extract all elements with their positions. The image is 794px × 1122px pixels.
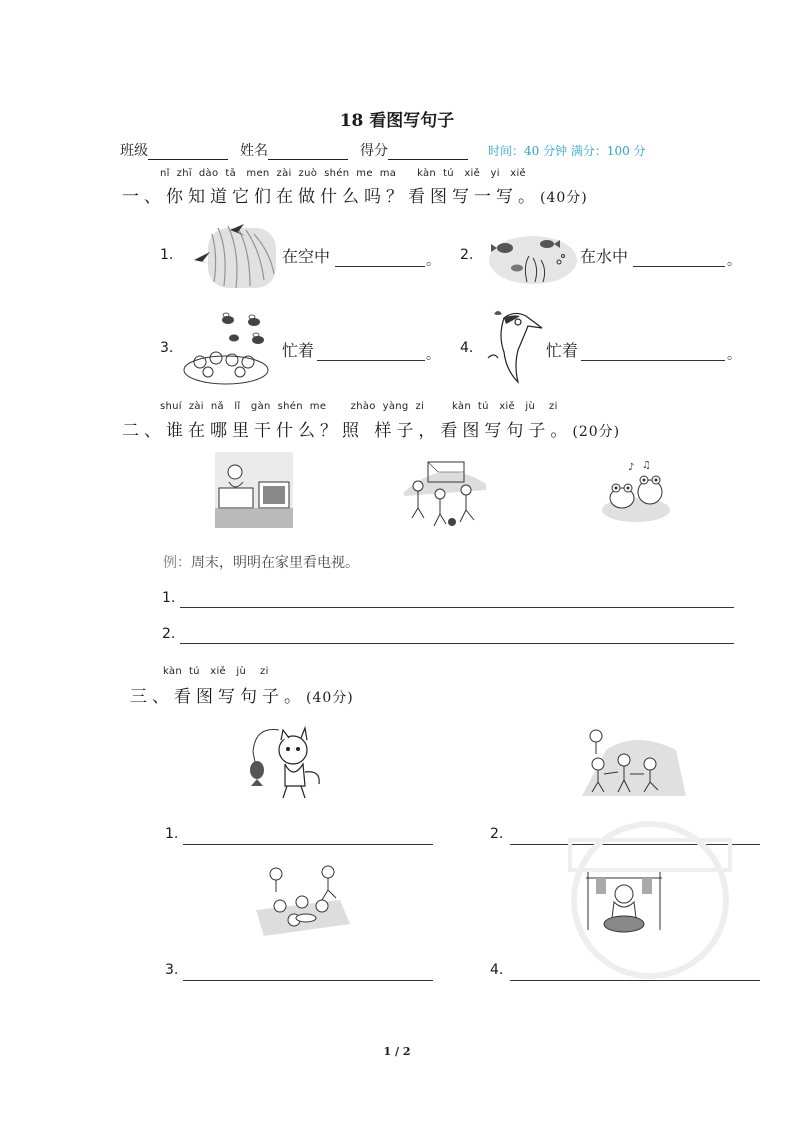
item4-text: 忙着: [546, 341, 579, 360]
page-title: 18 看图写句子: [339, 111, 455, 131]
swallow-willow-picture: [188, 220, 280, 292]
item3-number: 3.: [160, 340, 174, 356]
item1-number: 1.: [160, 247, 174, 263]
page-number: 1 / 2: [383, 1045, 411, 1058]
section3-line3-number: 3.: [165, 962, 179, 978]
section2-line1-number: 1.: [162, 590, 176, 606]
section3-line2-number: 2.: [490, 826, 504, 842]
watermark-seal-icon: [560, 820, 740, 980]
item3-answer-line[interactable]: [317, 359, 425, 361]
item2-answer-line[interactable]: [633, 265, 725, 267]
score-label: 得分: [360, 143, 388, 159]
item1-text: 在空中: [282, 247, 331, 266]
item2-text: 在水中: [580, 247, 629, 266]
class-label: 班级: [120, 143, 148, 159]
cat-fishing-picture: [245, 722, 325, 802]
svg-text:♫: ♫: [642, 460, 651, 471]
name-label: 姓名: [240, 143, 268, 159]
class-field[interactable]: [120, 140, 228, 160]
section3-line1-number: 1.: [165, 826, 179, 842]
section3-pinyin: kàn tú xiě jù zi: [163, 666, 269, 677]
section3-heading: 三、看图写句子。(40分): [130, 687, 354, 707]
section2-heading: 二、谁在哪里干什么？照 样子，看图写句子。(20分): [122, 421, 621, 441]
woodpecker-picture: [484, 306, 546, 386]
section1-pinyin: nǐ zhī dào tā men zài zuò shén me ma kàn tú xiě yi xiě: [160, 168, 526, 179]
section2-line2-number: 2.: [162, 626, 176, 642]
item2-number: 2.: [460, 247, 474, 263]
item4-number: 4.: [460, 340, 474, 356]
children-picnic-picture: [250, 860, 354, 940]
children-dancing-picture: [576, 720, 688, 804]
frogs-singing-picture: [598, 462, 674, 524]
section1-heading: 一、你知道它们在做什么吗？看图写一写。(40分): [122, 187, 588, 207]
section2-pinyin: shuí zài nǎ lǐ gàn shén me zhào yàng zi kàn tú xiě jù zi: [160, 401, 558, 412]
boy-watching-tv-picture: [215, 452, 295, 530]
fish-water-picture: [487, 232, 579, 284]
example-sentence: 例：周末，明明在家里看电视。: [163, 555, 359, 571]
score-field[interactable]: [360, 140, 468, 160]
svg-text:♪: ♪: [628, 462, 635, 473]
section3-answer-line-3[interactable]: [183, 979, 433, 981]
section3-line4-number: 4.: [490, 962, 504, 978]
section3-answer-line-1[interactable]: [183, 843, 433, 845]
item3-text: 忙着: [282, 341, 315, 360]
kids-playing-football-picture: [398, 456, 490, 532]
section2-answer-line-2[interactable]: [180, 642, 734, 644]
time-info: 时间：40 分钟 满分：100 分: [488, 144, 646, 158]
section2-answer-line-1[interactable]: [180, 606, 734, 608]
item1-answer-line[interactable]: [335, 265, 425, 267]
item4-answer-line[interactable]: [581, 359, 725, 361]
name-field[interactable]: [240, 140, 348, 160]
bees-flowers-picture: [182, 312, 272, 386]
